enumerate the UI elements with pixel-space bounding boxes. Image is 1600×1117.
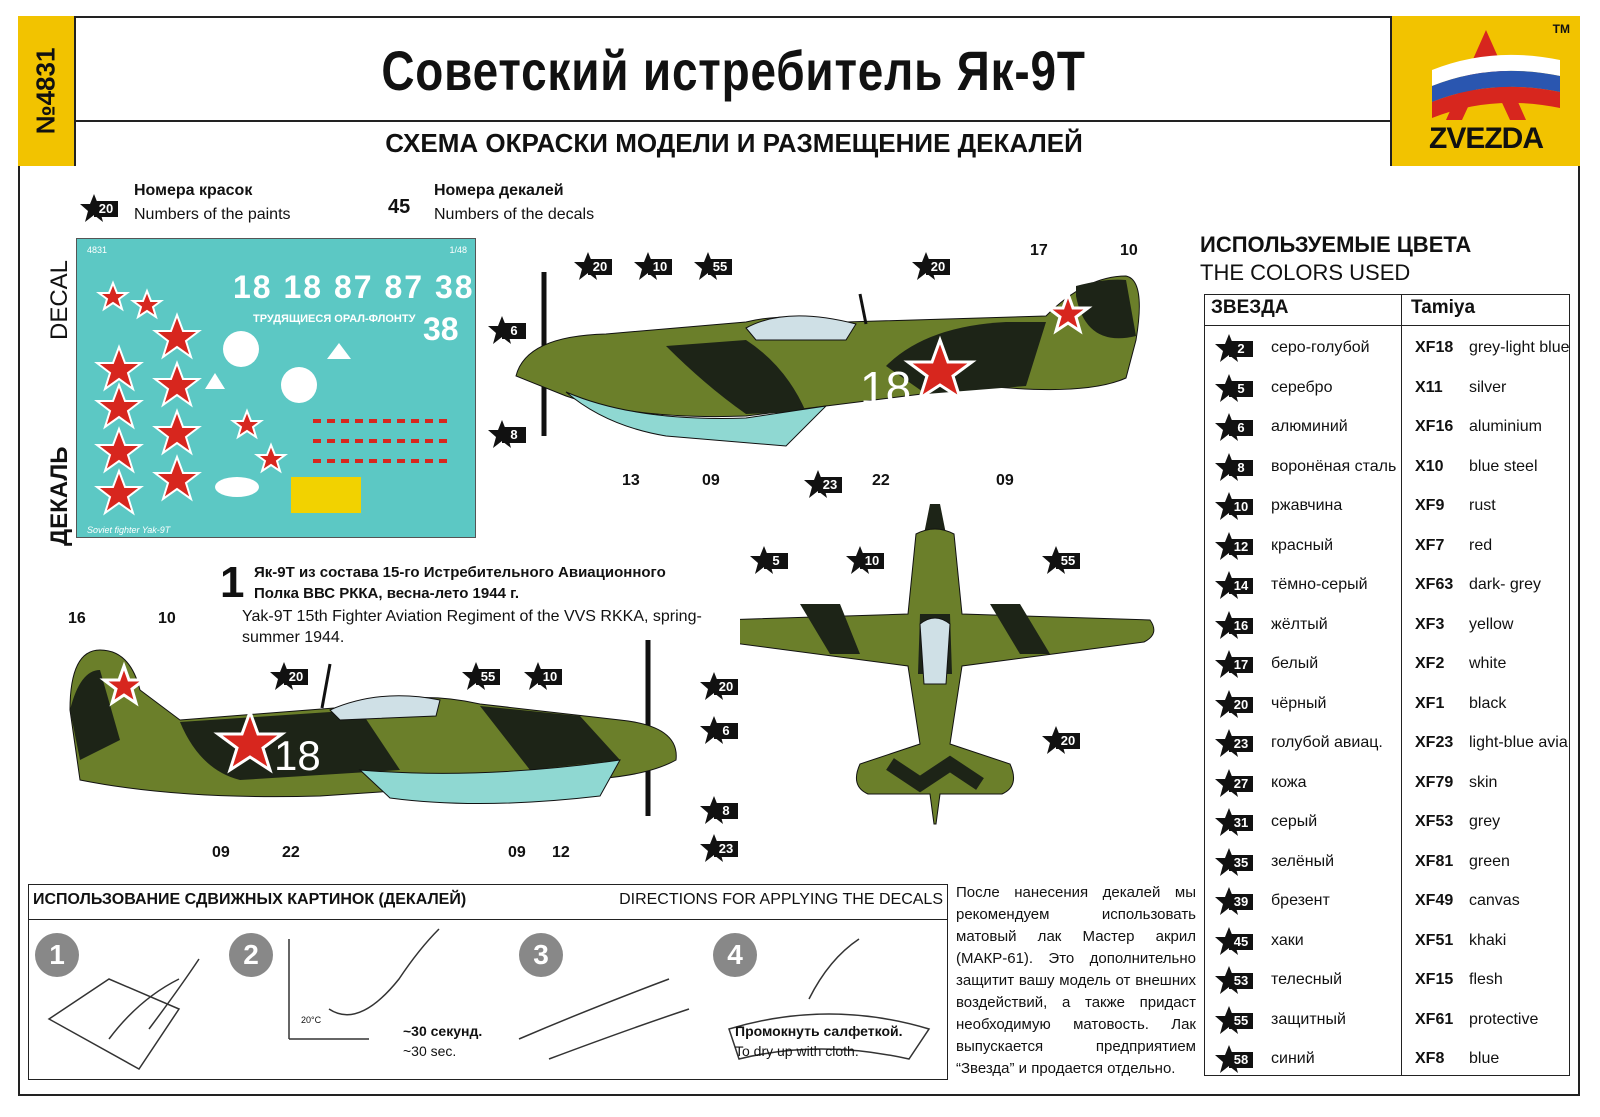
paint-callout: 6 (700, 716, 740, 746)
paint-number-badge (1215, 334, 1255, 364)
zvezda-logo (1390, 16, 1580, 166)
paint-callout: 6 (488, 316, 528, 346)
step4-ru: Промокнуть салфеткой. (735, 1023, 903, 1039)
paint-number-badge (1215, 453, 1255, 483)
paint-number-badge (1215, 808, 1255, 838)
step-3-badge: 3 (519, 933, 563, 977)
fuselage-number: 18 (860, 362, 912, 414)
color-name-ru: воронёная сталь (1271, 457, 1397, 475)
tamiya-code: XF53 (1415, 813, 1454, 830)
color-name-en: black (1469, 694, 1507, 712)
paint-number: 23 (1229, 736, 1253, 752)
blot-cloth-illustration (729, 939, 929, 1059)
color-name-ru: жёлтый (1271, 615, 1328, 633)
paint-number-badge (1215, 413, 1255, 443)
varnish-note: После нанесения декалей мы рекомендуем использовать матовый лак Мастер акрил (МАКР-61). Это дополнительно защитит вашу модель от внешних воздействий, а также придаст необходимую матовость. Лак выпускается предприятием “Звезда” и продается отдельно. (956, 884, 1196, 1077)
legend-decals-en: Numbers of the decals (434, 206, 595, 223)
colors-title-ru: ИСПОЛЬЗУЕМЫЕ ЦВЕТА (1200, 232, 1472, 257)
color-name-ru: ржавчина (1271, 497, 1343, 514)
decal-numbers: 18 18 87 87 38 (233, 269, 475, 305)
page-subtitle-box (74, 120, 1394, 166)
color-name-ru: зелёный (1271, 852, 1335, 870)
color-name-ru: красный (1271, 536, 1334, 554)
star-decal (97, 385, 141, 427)
temperature-label: 20°C (301, 1015, 322, 1025)
color-row (1205, 369, 1569, 409)
paint-callout: 5 (750, 546, 790, 576)
color-row (1205, 1040, 1569, 1080)
decal-callout: 13 (622, 472, 640, 489)
tamiya-code: XF8 (1415, 1050, 1445, 1067)
paint-number-badge (1215, 374, 1255, 404)
paint-number-badge (1215, 532, 1255, 562)
scissors-hand-illustration (49, 959, 199, 1069)
col-header-tamiya: Tamiya (1411, 297, 1476, 318)
decal-callout: 10 (158, 610, 176, 627)
paint-callout: 10 (846, 546, 886, 576)
spade-emblem-decal (223, 331, 259, 367)
color-row (1205, 566, 1569, 606)
fuselage-number: 18 (274, 732, 321, 779)
decal-sheet-footer: Soviet fighter Yak-9T (87, 525, 171, 535)
decal-slogan: ТРУДЯЩИЕСЯ ОРАЛ-ФЛОНТУ (253, 313, 416, 325)
decal-callout: 12 (552, 844, 570, 861)
paint-callout: 20 (700, 672, 740, 702)
color-name-ru: брезент (1271, 892, 1330, 909)
color-row (1205, 408, 1569, 448)
tamiya-code: XF51 (1415, 931, 1454, 949)
paint-number: 17 (1229, 657, 1253, 673)
tamiya-code: XF7 (1415, 536, 1445, 554)
paint-callout: 8 (488, 420, 528, 450)
color-name-ru: хаки (1271, 931, 1304, 949)
paint-number-badge (80, 194, 120, 224)
tamiya-code: XF18 (1415, 339, 1454, 356)
col-header-zvezda: ЗВЕЗДА (1211, 297, 1289, 318)
aircraft-side-view-left (60, 630, 700, 830)
decal-callout: 17 (1030, 242, 1048, 259)
paint-callout: 8 (700, 796, 740, 826)
paint-number-badge (1215, 769, 1255, 799)
color-row (1205, 448, 1569, 488)
color-row (1205, 487, 1569, 527)
paint-callout: 10 (524, 662, 564, 692)
directions-title-en: DIRECTIONS FOR APPLYING THE DECALS (619, 891, 943, 908)
color-row (1205, 922, 1569, 962)
color-name-en: flesh (1469, 971, 1503, 988)
legend-decals (434, 182, 594, 224)
color-name-en: blue (1469, 1050, 1500, 1067)
paint-number-badge (1215, 927, 1255, 957)
step-1-badge: 1 (35, 933, 79, 977)
star-decal (155, 315, 199, 357)
yellow-emblem-decal (291, 477, 361, 513)
paint-number: 45 (1229, 934, 1253, 950)
decal-label-en: DECAL (46, 259, 73, 340)
paint-number-badge (1215, 571, 1255, 601)
kit-number: №4831 (30, 47, 61, 135)
page-title-box (74, 16, 1394, 122)
color-name-ru: телесный (1271, 971, 1343, 988)
paint-number: 8 (1229, 460, 1253, 476)
color-row (1205, 1001, 1569, 1041)
star-decal (133, 291, 161, 317)
color-row (1205, 803, 1569, 843)
color-name-ru: серо-голубой (1271, 339, 1370, 356)
tamiya-code: XF15 (1415, 971, 1454, 988)
paint-callout: 23 (804, 470, 844, 500)
scheme-number: 1 (220, 558, 245, 607)
tamiya-code: XF1 (1415, 694, 1445, 712)
slide-decal-illustration (519, 979, 689, 1059)
color-name-en: grey-light blue (1469, 339, 1570, 356)
color-name-en: blue steel (1469, 457, 1538, 475)
tamiya-code: XF79 (1415, 773, 1454, 791)
star-decal (155, 411, 199, 453)
color-row (1205, 527, 1569, 567)
star-decal (99, 283, 127, 309)
color-name-en: red (1469, 536, 1493, 554)
decal-sheet-scale: 1/48 (449, 245, 467, 255)
scheme-caption (220, 558, 712, 648)
paint-number-badge (1215, 729, 1255, 759)
color-name-en: white (1469, 655, 1507, 672)
paint-number: 14 (1229, 578, 1253, 594)
legend-paints-en: Numbers of the paints (134, 206, 291, 223)
logo-word: ZVEZDA (1429, 122, 1543, 155)
color-row (1205, 961, 1569, 1001)
paint-callout: 20 (574, 252, 614, 282)
tamiya-code: XF63 (1415, 576, 1454, 593)
color-name-ru: защитный (1271, 1010, 1346, 1028)
stencil-decals (313, 419, 447, 463)
color-name-en: light-blue avia (1469, 734, 1568, 751)
tamiya-code: XF3 (1415, 615, 1445, 633)
star-decal (97, 471, 141, 513)
colors-table (1204, 294, 1570, 1076)
paint-number: 20 (1229, 697, 1253, 713)
tamiya-code: XF2 (1415, 655, 1445, 672)
tamiya-code: XF23 (1415, 734, 1454, 751)
decal-callout: 22 (872, 472, 890, 489)
step2-en: ~30 sec. (403, 1043, 457, 1059)
tamiya-code: XF16 (1415, 418, 1454, 435)
color-row (1205, 764, 1569, 804)
table-header-line (1205, 325, 1569, 326)
paint-number-badge (1215, 492, 1255, 522)
star-decal (257, 445, 285, 471)
paint-number-badge (1215, 1006, 1255, 1036)
decal-callout: 09 (508, 844, 526, 861)
paint-callout: 20 (270, 662, 310, 692)
paint-number: 5 (1229, 381, 1253, 397)
decal-number-sample: 45 (388, 196, 411, 218)
step-2-badge: 2 (229, 933, 273, 977)
paint-number-badge (1215, 1045, 1255, 1075)
scheme-caption-en: Yak-9T 15th Fighter Aviation Regiment of the VVS RKKA, spring-summer 1944. (242, 608, 702, 646)
paint-badge-number: 20 (94, 201, 118, 217)
paint-number-badge (1215, 848, 1255, 878)
color-name-ru: голубой авиац. (1271, 734, 1383, 751)
directions-title-ru: ИСПОЛЬЗОВАНИЕ СДВИЖНЫХ КАРТИНОК (ДЕКАЛЕЙ) (33, 891, 467, 908)
star-decal (155, 457, 199, 499)
decal-stars (77, 239, 475, 537)
oval-decal (215, 477, 259, 497)
color-name-en: khaki (1469, 931, 1507, 949)
color-name-en: aluminium (1469, 418, 1542, 435)
decal-callout: 09 (996, 472, 1014, 489)
color-row (1205, 645, 1569, 685)
decal-sheet (76, 238, 476, 538)
spade-emblem-decal (281, 367, 317, 403)
color-name-en: yellow (1469, 615, 1514, 633)
tamiya-code: XF61 (1415, 1010, 1454, 1028)
color-row (1205, 329, 1569, 369)
directions-panel (28, 884, 948, 1080)
triangle-decal (205, 373, 225, 389)
page-title: Советский истребитель Як-9Т (381, 39, 1087, 102)
paint-callout: 55 (694, 252, 734, 282)
step2-ru: ~30 секунд. (403, 1023, 483, 1039)
color-row (1205, 882, 1569, 922)
scheme-caption-ru: Як-9Т из состава 15-го Истребительного Авиационного Полка ВВС РККА, весна-лето 1944 г. (254, 564, 666, 602)
paint-number: 27 (1229, 776, 1253, 792)
decal-callout: 09 (212, 844, 230, 861)
aircraft-plan-view (740, 494, 1160, 834)
color-name-en: dark- grey (1469, 576, 1542, 593)
colors-title-en: THE COLORS USED (1200, 260, 1411, 285)
paint-number: 31 (1229, 815, 1253, 831)
triangle-decal (327, 343, 351, 359)
page-subtitle: СХЕМА ОКРАСКИ МОДЕЛИ И РАЗМЕЩЕНИЕ ДЕКАЛЕЙ (385, 128, 1083, 158)
header (18, 16, 1580, 166)
color-name-ru: серебро (1271, 378, 1333, 396)
color-row (1205, 606, 1569, 646)
paint-number: 39 (1229, 894, 1253, 910)
color-name-en: skin (1469, 773, 1498, 791)
tamiya-code: X10 (1415, 457, 1444, 475)
color-row (1205, 843, 1569, 883)
paint-callout: 20 (1042, 726, 1082, 756)
color-name-en: grey (1469, 813, 1501, 830)
paint-callout: 23 (700, 834, 740, 864)
paint-callout: 20 (912, 252, 952, 282)
tamiya-code: X11 (1415, 378, 1443, 396)
step-4-badge: 4 (713, 933, 757, 977)
color-name-ru: чёрный (1271, 694, 1327, 712)
color-row (1205, 685, 1569, 725)
paint-number: 35 (1229, 855, 1253, 871)
tamiya-code: XF49 (1415, 892, 1454, 909)
paint-number: 6 (1229, 420, 1253, 436)
paint-number: 55 (1229, 1013, 1253, 1029)
paint-number: 16 (1229, 618, 1253, 634)
star-decal (97, 429, 141, 471)
color-name-en: green (1469, 852, 1510, 870)
decal-number-big: 38 (423, 311, 459, 347)
paint-number: 58 (1229, 1052, 1253, 1068)
color-name-ru: синий (1271, 1050, 1315, 1067)
legend-paints-ru: Номера красок (134, 182, 253, 199)
paint-number-badge (1215, 690, 1255, 720)
decal-callout: 22 (282, 844, 300, 861)
decal-callout: 09 (702, 472, 720, 489)
kit-number-strip (18, 16, 76, 166)
color-name-ru: тёмно-серый (1271, 576, 1368, 593)
paint-number: 2 (1229, 341, 1253, 357)
color-name-en: rust (1469, 497, 1496, 514)
legend-decals-ru: Номера декалей (434, 182, 564, 199)
decal-callout: 10 (1120, 242, 1138, 259)
color-name-ru: серый (1271, 813, 1318, 830)
step4-en: To dry up with cloth. (735, 1043, 859, 1059)
star-decal (233, 411, 261, 437)
color-name-ru: алюминий (1271, 418, 1348, 435)
paint-callout: 55 (462, 662, 502, 692)
colors-used-heading (1200, 232, 1570, 286)
paint-number: 10 (1229, 499, 1253, 515)
paint-number-badge (1215, 611, 1255, 641)
paint-number-badge (1215, 887, 1255, 917)
tamiya-code: XF9 (1415, 497, 1445, 514)
paint-number: 12 (1229, 539, 1253, 555)
paint-number: 53 (1229, 973, 1253, 989)
decal-sheet-number: 4831 (87, 245, 108, 255)
paint-number-badge (1215, 966, 1255, 996)
color-name-ru: кожа (1271, 773, 1307, 791)
paint-number-badge (1215, 650, 1255, 680)
paint-callout: 55 (1042, 546, 1082, 576)
color-row (1205, 724, 1569, 764)
color-name-ru: белый (1271, 655, 1319, 672)
star-decal (155, 363, 199, 405)
decal-label-ru: ДЕКАЛЬ (46, 446, 73, 546)
color-name-en: protective (1469, 1010, 1539, 1028)
decal-callout: 16 (68, 610, 86, 627)
paint-callout: 10 (634, 252, 674, 282)
legend-paints (134, 182, 291, 224)
trademark: TM (1552, 22, 1570, 36)
color-name-en: silver (1469, 378, 1507, 396)
color-name-en: canvas (1469, 892, 1520, 909)
tamiya-code: XF81 (1415, 852, 1454, 870)
